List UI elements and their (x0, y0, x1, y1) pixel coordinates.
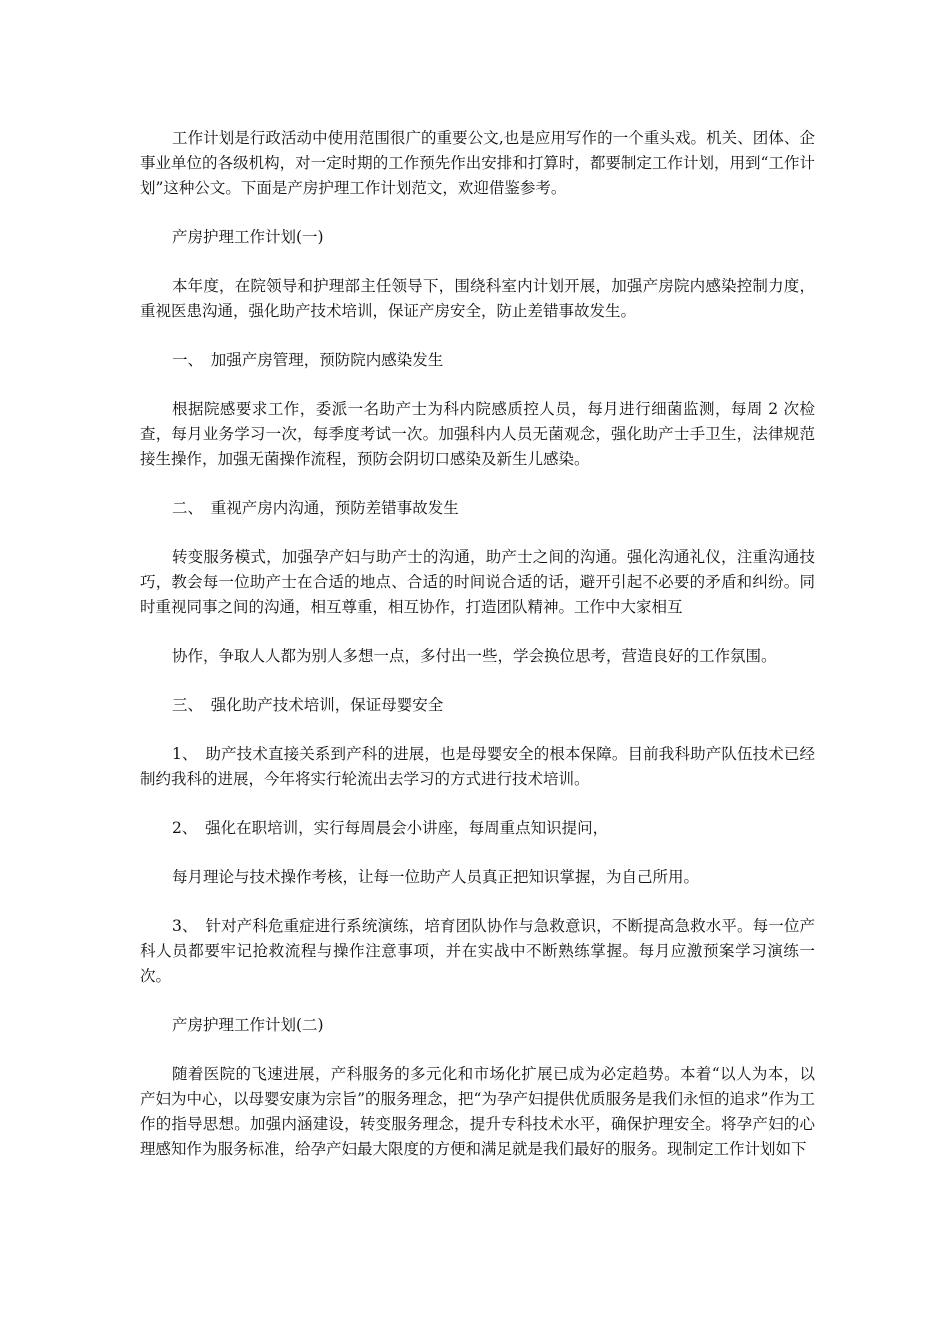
document-page (140, 126, 815, 1162)
plan-1-overview-paragraph: 本年度，在院领导和护理部主任领导下，围绕科室内计划开展，加强产房院内感染控制力度，重视医患沟通，强化助产技术培训，保证产房安全，防止差错事故发生。 (140, 277, 815, 320)
section-title-plan-1: 产房护理工作计划(一) (172, 228, 324, 246)
heading-item-1: 一、 加强产房管理，预防院内感染发生 (172, 351, 444, 369)
section-title-plan-2: 产房护理工作计划(二) (172, 1016, 324, 1034)
heading-item-2: 二、 重视产房内沟通，预防差错事故发生 (172, 499, 459, 517)
item-1-paragraph: 根据院感要求工作，委派一名助产士为科内院感质控人员，每月进行细菌监测，每周 2 次检查，每月业务学习一次，每季度考试一次。加强科内人员无菌观念，强化助产士手卫生，法律规范接生操作，加强无菌操作流程，预防会阴切口感染及新生儿感染。 (140, 400, 815, 468)
plan-2-overview-paragraph: 随着医院的飞速进展，产科服务的多元化和市场化扩展已成为必定趋势。本着“以人为本，以产妇为中心，以母婴安康为宗旨”的服务理念，把“为孕产妇提供优质服务是我们永恒的追求”作为工作的指导思想。加强内涵建设，转变服务理念，提升专科技术水平，确保护理安全。将孕产妇的心理感知作为服务标准，给孕产妇最大限度的方便和满足就是我们最好的服务。现制定工作计划如下 (140, 1065, 815, 1158)
item-3-point-2-paragraph: 2、 强化在职培训，实行每周晨会小讲座，每周重点知识提问， (172, 819, 609, 837)
item-2-paragraph: 转变服务模式，加强孕产妇与助产士的沟通，助产士之间的沟通。强化沟通礼仪，注重沟通技巧，教会每一位助产士在合适的地点、合适的时间说合适的话，避开引起不必要的矛盾和纠纷。同时重视同事之间的沟通，相互尊重，相互协作，打造团队精神。工作中大家相互 (140, 548, 815, 616)
heading-item-3: 三、 强化助产技术培训，保证母婴安全 (172, 696, 444, 714)
item-2-continuation-paragraph: 协作，争取人人都为别人多想一点，多付出一些，学会换位思考，营造良好的工作氛围。 (172, 647, 777, 665)
intro-paragraph: 工作计划是行政活动中使用范围很广的重要公文,也是应用写作的一个重头戏。机关、团体、企事业单位的各级机构，对一定时期的工作预先作出安排和打算时，都要制定工作计划，用到“工作计划”这种公文。下面是产房护理工作计划范文，欢迎借鉴参考。 (140, 129, 815, 197)
item-3-point-3-paragraph: 3、 针对产科危重症进行系统演练，培育团队协作与急救意识，不断提高急救水平。每一位产科人员都要牢记抢救流程与操作注意事项，并在实战中不断熟练掌握。每月应激预案学习演练一次。 (140, 917, 815, 985)
item-3-point-1-paragraph: 1、 助产技术直接关系到产科的进展，也是母婴安全的根本保障。目前我科助产队伍技术已经制约我科的进展，今年将实行轮流出去学习的方式进行技术培训。 (140, 745, 815, 788)
item-3-point-2-continuation-paragraph: 每月理论与技术操作考核，让每一位助产人员真正把知识掌握，为自己所用。 (172, 868, 700, 886)
